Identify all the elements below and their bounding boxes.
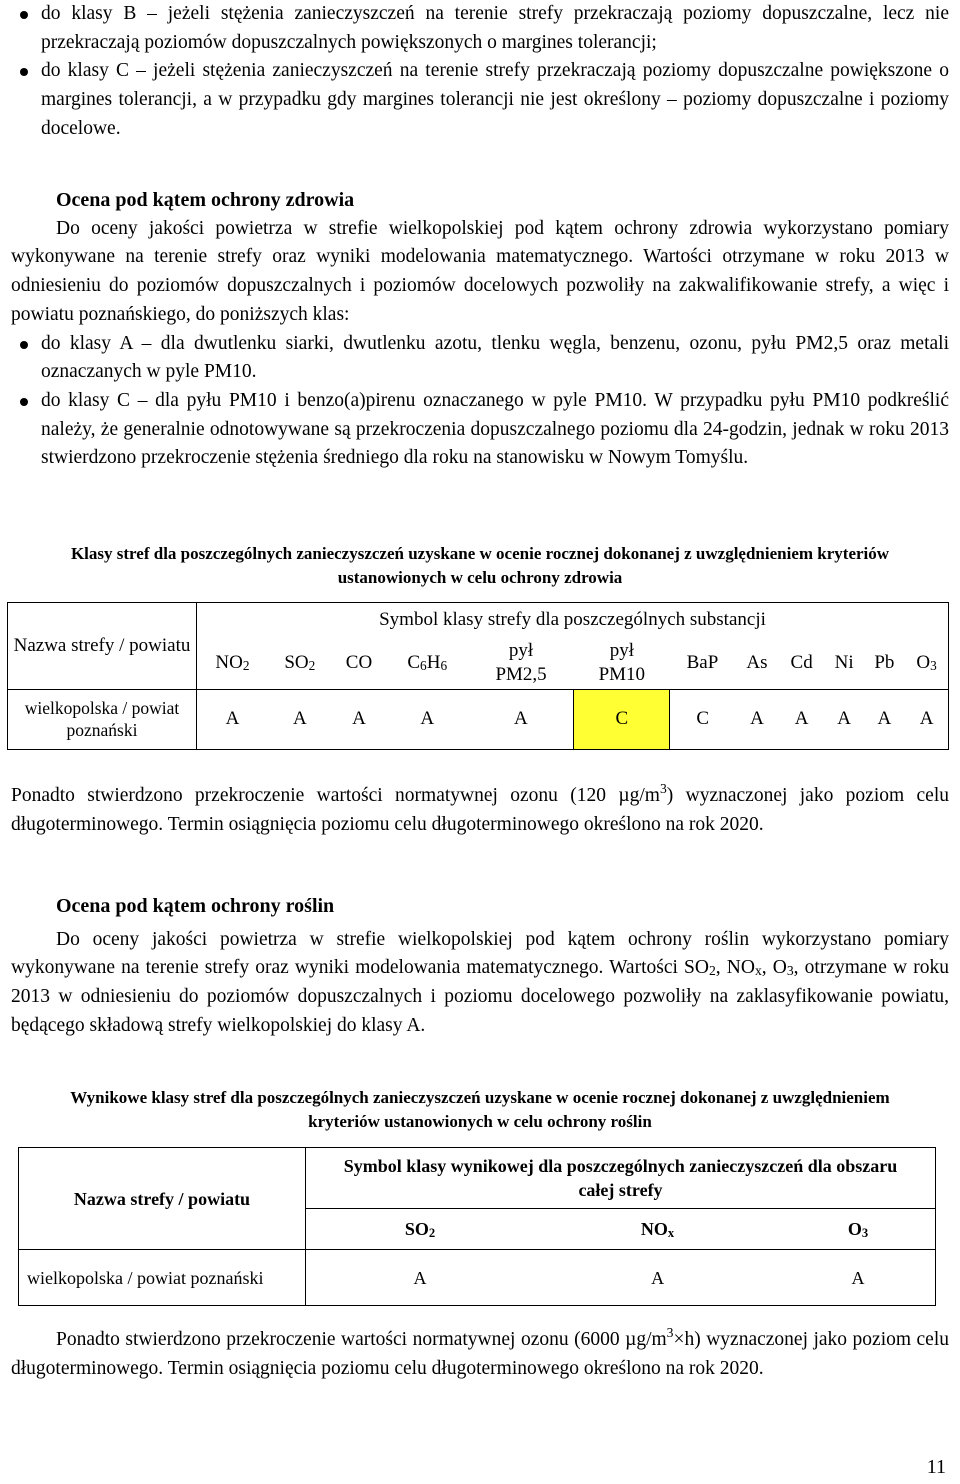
table-cell: A xyxy=(781,1250,935,1306)
col-header: $O_3$ xyxy=(781,1209,935,1250)
table-cell-highlight: C xyxy=(574,689,670,749)
bullet-text: do klasy C – jeżeli stężenia zanieczyszczeń na terenie strefy przekraczają poziomy dopuszczalne powiększone o margines tolerancji, a w przypadku gdy margines tolerancji nie jest określony – poziomy dopuszczalne i poziomy docelowe. xyxy=(41,60,949,139)
col-header: pył PM2,5 xyxy=(468,637,574,689)
ozone-paragraph-2 xyxy=(11,1326,949,1383)
ozone-paragraph-1 xyxy=(11,782,949,839)
ozone-text: Ponadto stwierdzono przekroczenie wartości normatywnej ozonu (120 µg/m xyxy=(11,785,660,806)
table-cell: A xyxy=(534,1250,781,1306)
table2-caption-wrap xyxy=(11,1086,949,1134)
col-header: Ni xyxy=(825,637,864,689)
col-header: BaP xyxy=(670,637,735,689)
header-text: Symbol klasy strefy dla poszczególnych substancji xyxy=(379,609,766,630)
col-header: $NO_2$ xyxy=(197,637,268,689)
table-cell: A xyxy=(332,689,386,749)
header-text: Nazwa strefy / powiatu xyxy=(13,634,191,656)
table-cell: C xyxy=(670,689,735,749)
ozone-text: ) wyznaczonej jako poziom celu długoterminowego. Termin osiągnięcia poziomu celu długoterminowego określono na rok 2020. xyxy=(11,785,950,835)
bullet-text: do klasy C – dla pyłu PM10 i benzo(a)pirenu oznaczanego w pyle PM10. W przypadku pyłu PM10 podkreślić należy, że generalnie odnotowywane są przekroczenia dopuszczalnego poziomu dla 24-godzin, jednak w roku 2013 stwierdzono przekroczenie stężenia średniego dla roku na stanowisku w Nowym Tomyślu. xyxy=(41,389,949,469)
name-header xyxy=(8,603,197,690)
table-cell: A xyxy=(864,689,905,749)
col-header: $SO_2$ xyxy=(306,1209,535,1250)
health-section xyxy=(11,186,949,473)
col-header: CO xyxy=(332,637,386,689)
table-cell: A xyxy=(735,689,779,749)
table1-caption-wrap xyxy=(11,542,949,590)
row-name: wielkopolska / powiat poznański xyxy=(19,1250,306,1306)
table-cell: A xyxy=(268,689,332,749)
bullet-text: do klasy A – dla dwutlenku siarki, dwutlenku azotu, tlenku węgla, benzenu, ozonu, pyłu PM2,5 oraz metali oznaczanych w pyle PM10. xyxy=(41,332,949,383)
table-cell: A xyxy=(905,689,948,749)
group-header: Symbol klasy wynikowej dla poszczególnych zanieczyszczeń dla obszaru całej strefy xyxy=(306,1148,936,1209)
group-header xyxy=(197,603,949,638)
col-header: $O_3$ xyxy=(905,637,948,689)
ozone-text: ×h) wyznaczonej jako poziom celu długoterminowego. Termin osiągnięcia poziomu celu długoterminowego określono na rok 2020. xyxy=(11,1329,949,1379)
col-header: pył PM10 xyxy=(574,637,670,689)
plants-class-table xyxy=(18,1147,936,1306)
table-caption: Wynikowe klasy stref dla poszczególnych zanieczyszczeń uzyskane w ocenie rocznej dokonanej z uwzględnieniem kryteriów ustanowionych w celu ochrony roślin xyxy=(70,1088,890,1131)
section-paragraph: Do oceny jakości powietrza w strefie wielkopolskiej pod kątem ochrony zdrowia wykorzystano pomiary wykonywane na terenie strefy oraz wyniki modelowania matematycznego. Wartości otrzymane w roku 2013 w odniesieniu do poziomów dopuszczalnych i poziomów docelowych pozwoliły na zakwalifikowanie strefy, a więc i powiatu poznańskiego, do poniższych klas: xyxy=(11,217,949,325)
list-item xyxy=(11,387,949,473)
section-heading: Ocena pod kątem ochrony roślin xyxy=(56,895,335,917)
section-paragraph: Do oceny jakości powietrza w strefie wielkopolskiej pod kątem ochrony roślin wykorzystano pomiary wykonywane na terenie strefy oraz wyniki modelowania matematycznego. Wartości $SO_2$, $NO_x$, $O_3$, otrzymane w roku 2013 w odniesieniu do poziomów dopuszczalnych i poziomu docelowego pozwoliły na zaklasyfikowanie powiatu, będącego składową strefy wielkopolskiej do klasy A. xyxy=(11,928,949,1036)
top-bullet-list xyxy=(11,0,949,144)
table-cell: A xyxy=(468,689,574,749)
page-number: 11 xyxy=(926,1456,946,1478)
ozone-text: Ponadto stwierdzono przekroczenie wartości normatywnej ozonu (6000 µg/m xyxy=(56,1329,667,1350)
plants-section xyxy=(11,892,949,1041)
col-header: $NO_x$ xyxy=(534,1209,781,1250)
list-item xyxy=(11,57,949,143)
ozone-sup: 3 xyxy=(659,781,667,796)
table-cell: A xyxy=(197,689,268,749)
table-cell: A xyxy=(779,689,825,749)
ozone-sup: 3 xyxy=(666,1325,674,1340)
row-name: wielkopolska / powiat poznański xyxy=(8,689,197,749)
table-cell: A xyxy=(386,689,468,749)
section-heading: Ocena pod kątem ochrony zdrowia xyxy=(56,189,355,211)
col-header: $SO_2$ xyxy=(268,637,332,689)
col-header: Pb xyxy=(864,637,905,689)
col-header: Cd xyxy=(779,637,825,689)
table-cell: A xyxy=(306,1250,535,1306)
col-header: $C_6H_6$ xyxy=(386,637,468,689)
name-header: Nazwa strefy / powiatu xyxy=(19,1148,306,1250)
health-class-table xyxy=(7,602,949,750)
table-cell: A xyxy=(825,689,864,749)
bullet-text: do klasy B – jeżeli stężenia zanieczyszczeń na terenie strefy przekraczają poziomy dopuszczalne, lecz nie przekraczają poziomów dopuszczalnych powiększonych o margines tolerancji; xyxy=(41,3,949,53)
table-caption: Klasy stref dla poszczególnych zanieczyszczeń uzyskane w ocenie rocznej dokonanej z uwzględnieniem kryteriów ustanowionych w celu ochrony zdrowia xyxy=(70,544,890,587)
list-item xyxy=(11,0,949,57)
col-header: As xyxy=(735,637,779,689)
list-item xyxy=(11,330,949,387)
